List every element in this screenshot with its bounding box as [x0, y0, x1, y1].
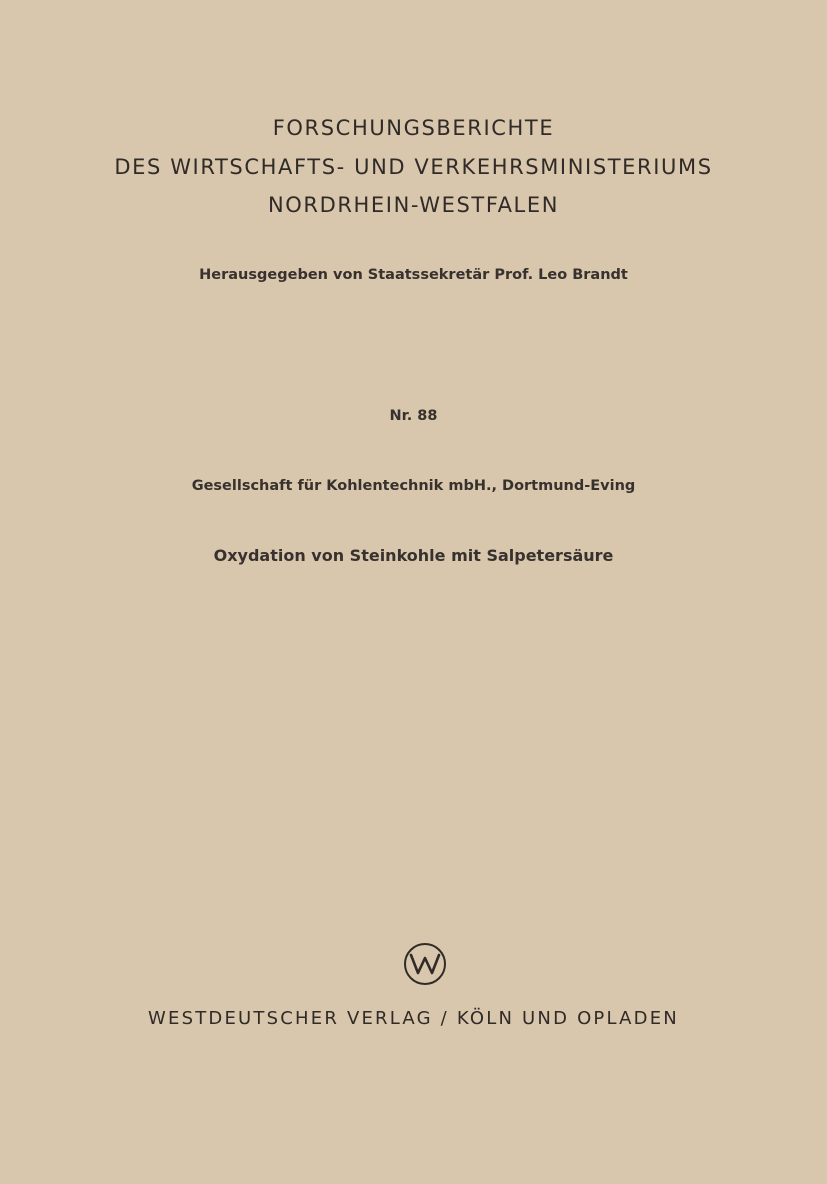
series-title-line-2: DES WIRTSCHAFTS- UND VERKEHRSMINISTERIUMS: [114, 155, 713, 179]
volume-number: Nr. 88: [389, 408, 438, 424]
editor-credit: Herausgegeben von Staatssekretär Prof. Leo Brandt: [199, 267, 628, 283]
publisher-imprint: WESTDEUTSCHER VERLAG / KÖLN UND OPLADEN: [148, 1008, 679, 1029]
author: Gesellschaft für Kohlentechnik mbH., Dortmund-Eving: [191, 478, 636, 494]
series-title-line-1: FORSCHUNGSBERICHTE: [272, 116, 555, 140]
book-title: Oxydation von Steinkohle mit Salpetersäure: [213, 546, 614, 565]
publisher-w-logo-icon: [403, 942, 447, 986]
series-title-line-3: NORDRHEIN-WESTFALEN: [267, 193, 560, 217]
